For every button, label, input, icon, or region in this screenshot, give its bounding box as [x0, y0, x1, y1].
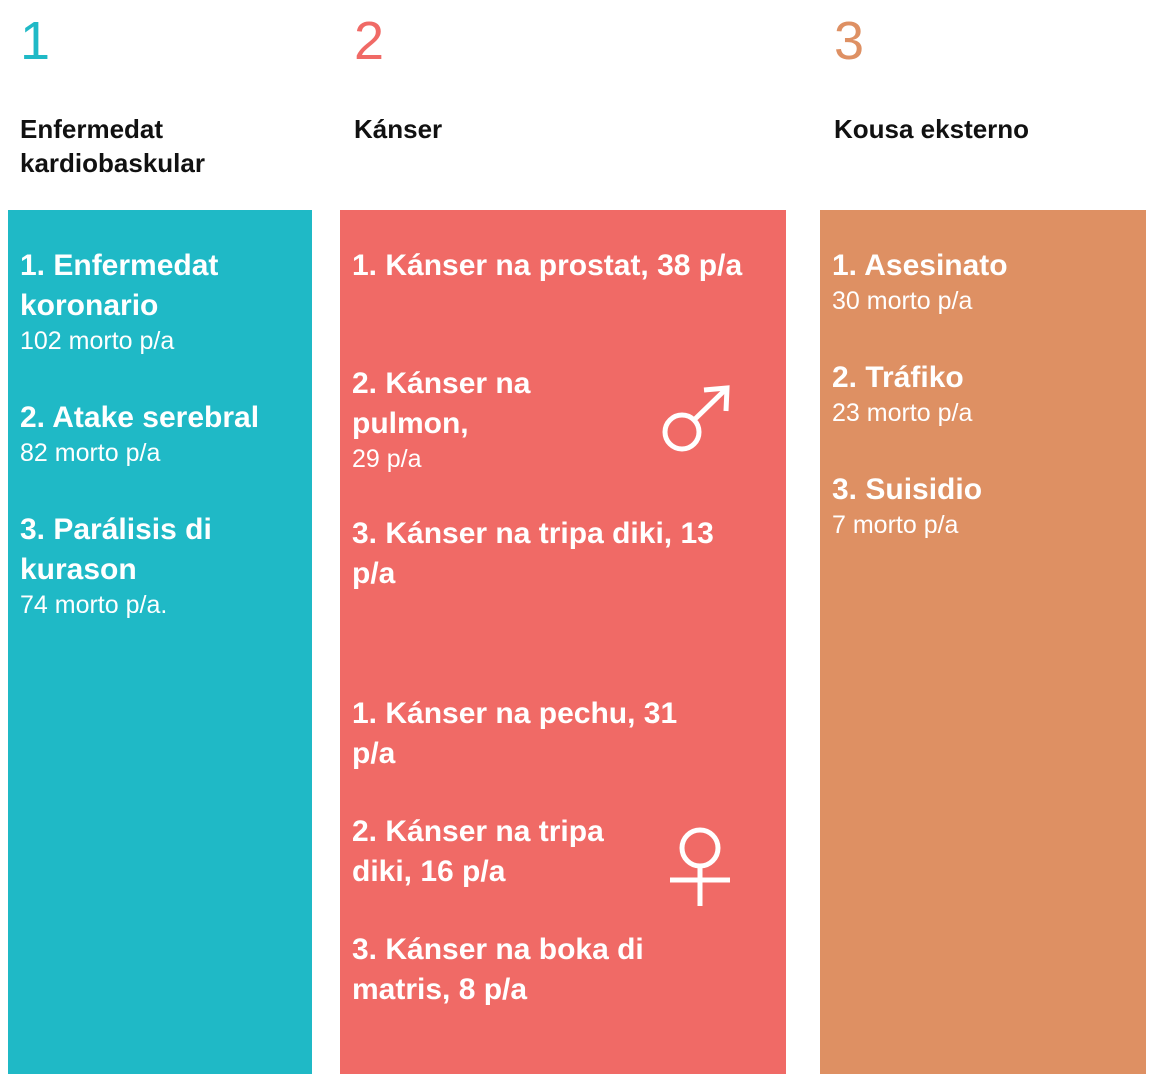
- male-symbol-icon: [660, 382, 736, 454]
- item-title: 3. Kánser na tripa diki, 13 p/a: [352, 517, 714, 590]
- item-title: 2. Tráfiko: [832, 361, 964, 394]
- panel-external-causes: [820, 210, 1146, 1074]
- list-item-male: [352, 246, 746, 286]
- item-subtitle: 29 p/a: [352, 445, 422, 473]
- column-title-external-causes: Kousa eksterno: [834, 114, 1030, 144]
- list-item: [832, 470, 1134, 540]
- item-title: 1. Enfermedat koronario: [20, 249, 219, 322]
- panel-cancer: [340, 210, 786, 1074]
- list-item: [832, 358, 1134, 428]
- list-item: [20, 398, 300, 468]
- item-title: 2. Atake serebral: [20, 401, 260, 434]
- item-subtitle: 23 morto p/a: [832, 399, 973, 427]
- column-number-3: 3: [834, 11, 865, 71]
- item-title: 1. Kánser na prostat, 38 p/a: [352, 249, 743, 282]
- list-item-male: [352, 364, 556, 474]
- item-subtitle: 102 morto p/a: [20, 327, 175, 355]
- item-subtitle: 82 morto p/a: [20, 439, 161, 467]
- item-title: 3. Parálisis di kurason: [20, 513, 212, 586]
- panel-cardiovascular: [8, 210, 312, 1074]
- column-number-2: 2: [354, 11, 385, 71]
- item-title: 2. Kánser na tripa diki, 16 p/a: [352, 815, 604, 888]
- list-item-female: [352, 930, 696, 1010]
- list-item: [20, 246, 300, 356]
- list-item-female: [352, 694, 726, 774]
- column-title-cardiovascular: Enfermedat kardiobaskular: [20, 114, 205, 178]
- item-title: 2. Kánser na pulmon,: [352, 367, 531, 440]
- list-item-female: [352, 812, 636, 892]
- item-subtitle: 30 morto p/a: [832, 287, 973, 315]
- column-number-1: 1: [20, 11, 51, 71]
- item-title: 3. Suisidio: [832, 473, 983, 506]
- list-item-male: [352, 514, 756, 594]
- item-title: 3. Kánser na boka di matris, 8 p/a: [352, 933, 644, 1006]
- column-title-cancer: Kánser: [354, 114, 443, 144]
- item-title: 1. Asesinato: [832, 249, 1008, 282]
- item-subtitle: 74 morto p/a.: [20, 591, 168, 619]
- female-symbol-icon: [668, 826, 732, 908]
- list-item: [20, 510, 300, 620]
- item-title: 1. Kánser na pechu, 31 p/a: [352, 697, 678, 770]
- item-subtitle: 7 morto p/a: [832, 511, 959, 539]
- list-item: [832, 246, 1134, 316]
